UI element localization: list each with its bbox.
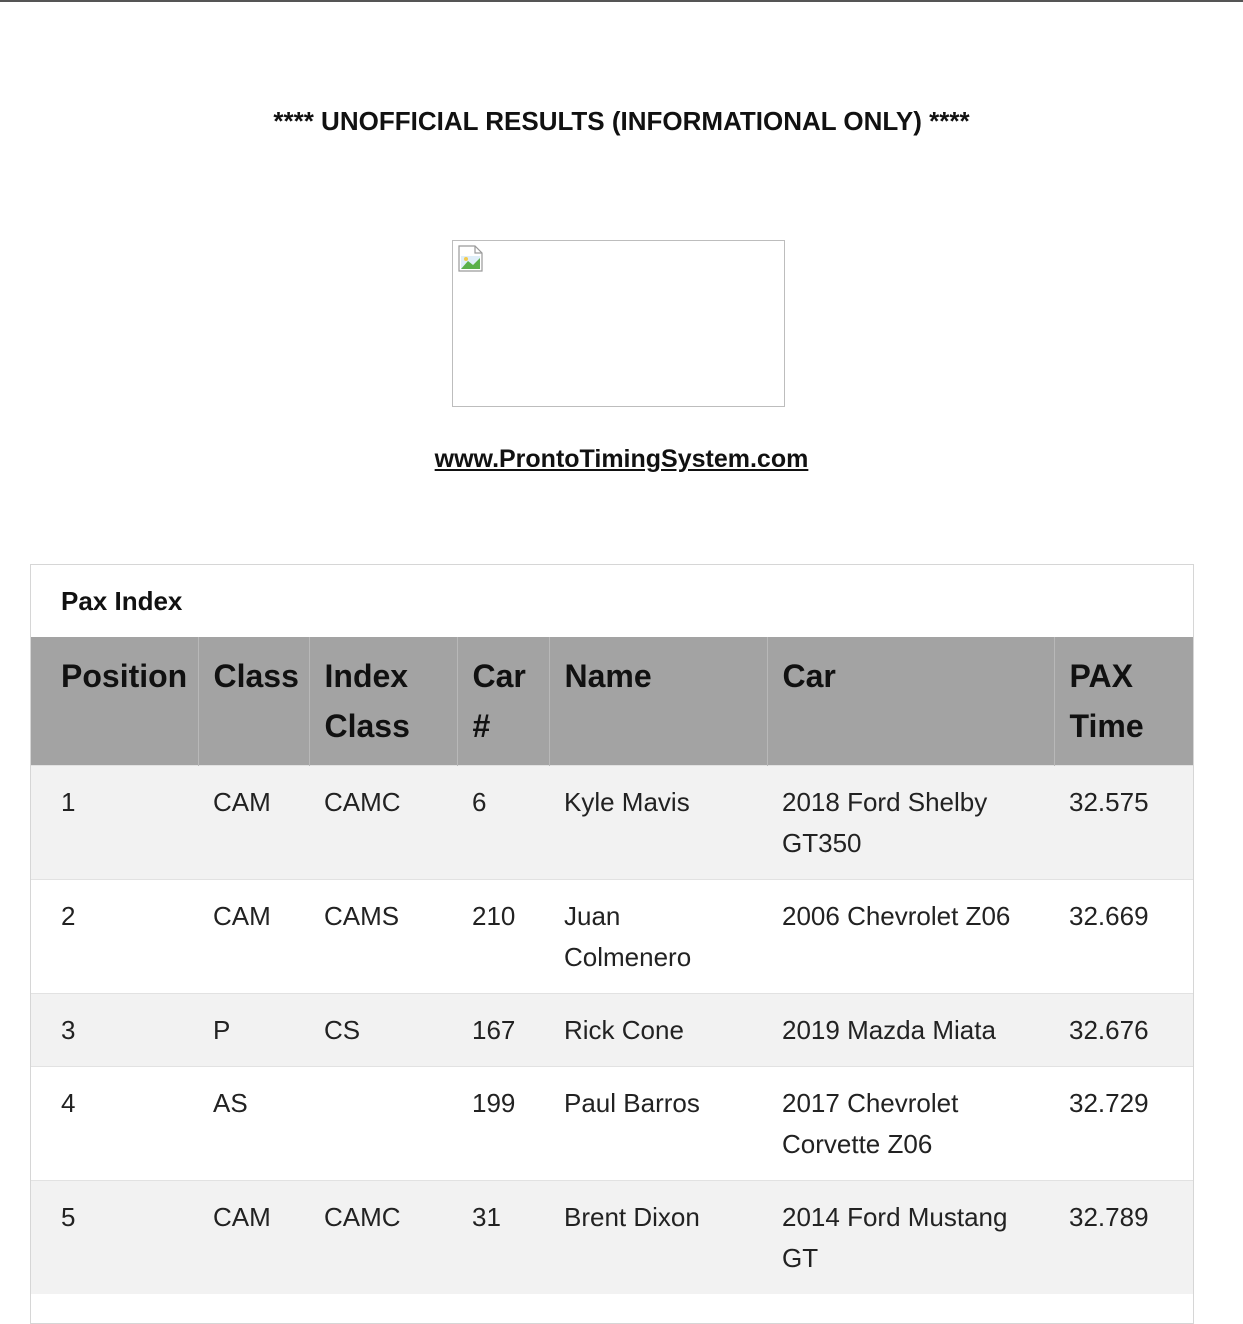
- cell-index-class: [309, 1067, 457, 1181]
- panel-title: Pax Index: [61, 586, 183, 616]
- cell-name: Juan Colmenero: [549, 880, 767, 994]
- cell-car: 2006 Chevrolet Z06: [767, 880, 1054, 994]
- cell-pax-time: 32.669: [1054, 880, 1194, 994]
- cell-car-number: 199: [457, 1067, 549, 1181]
- cell-name: Kyle Mavis: [549, 766, 767, 880]
- table-header-row: [31, 637, 1194, 766]
- table-row: [31, 994, 1194, 1067]
- col-header-name[interactable]: Name: [549, 637, 767, 766]
- col-header-index-class[interactable]: Index Class: [309, 637, 457, 766]
- col-header-pax-time[interactable]: PAX Time: [1054, 637, 1194, 766]
- cell-car: 2014 Ford Mustang GT: [767, 1181, 1054, 1295]
- cell-index-class: CAMC: [309, 766, 457, 880]
- unofficial-results-banner: **** UNOFFICIAL RESULTS (INFORMATIONAL ONLY) ****: [273, 106, 970, 136]
- broken-image-icon: [456, 244, 486, 274]
- cell-name: Rick Cone: [549, 994, 767, 1067]
- cell-class: CAM: [198, 880, 309, 994]
- cell-index-class: CS: [309, 994, 457, 1067]
- cell-car-number: 210: [457, 880, 549, 994]
- cell-car-number: 6: [457, 766, 549, 880]
- table-row: [31, 766, 1194, 880]
- col-header-car[interactable]: Car: [767, 637, 1054, 766]
- results-table: [31, 637, 1194, 1294]
- cell-class: AS: [198, 1067, 309, 1181]
- cell-car-number: 31: [457, 1181, 549, 1295]
- cell-pax-time: 32.575: [1054, 766, 1194, 880]
- table-row: [31, 1181, 1194, 1295]
- logo-image-placeholder: [452, 240, 785, 407]
- pax-index-panel: [30, 564, 1194, 1324]
- cell-index-class: CAMS: [309, 880, 457, 994]
- cell-car: 2017 Chevrolet Corvette Z06: [767, 1067, 1054, 1181]
- cell-name: Paul Barros: [549, 1067, 767, 1181]
- cell-class: CAM: [198, 766, 309, 880]
- top-divider: [0, 0, 1243, 2]
- cell-index-class: CAMC: [309, 1181, 457, 1295]
- cell-position: 3: [31, 994, 198, 1067]
- col-header-class[interactable]: Class: [198, 637, 309, 766]
- table-row: [31, 1067, 1194, 1181]
- cell-class: P: [198, 994, 309, 1067]
- pronto-timing-link[interactable]: www.ProntoTimingSystem.com: [434, 445, 809, 473]
- cell-car: 2019 Mazda Miata: [767, 994, 1054, 1067]
- cell-position: 1: [31, 766, 198, 880]
- cell-class: CAM: [198, 1181, 309, 1295]
- cell-position: 5: [31, 1181, 198, 1295]
- cell-name: Brent Dixon: [549, 1181, 767, 1295]
- cell-pax-time: 32.729: [1054, 1067, 1194, 1181]
- table-row: [31, 880, 1194, 994]
- col-header-position[interactable]: Position: [31, 637, 198, 766]
- cell-pax-time: 32.676: [1054, 994, 1194, 1067]
- cell-pax-time: 32.789: [1054, 1181, 1194, 1295]
- cell-car-number: 167: [457, 994, 549, 1067]
- col-header-car-number[interactable]: Car #: [457, 637, 549, 766]
- cell-position: 4: [31, 1067, 198, 1181]
- cell-position: 2: [31, 880, 198, 994]
- cell-car: 2018 Ford Shelby GT350: [767, 766, 1054, 880]
